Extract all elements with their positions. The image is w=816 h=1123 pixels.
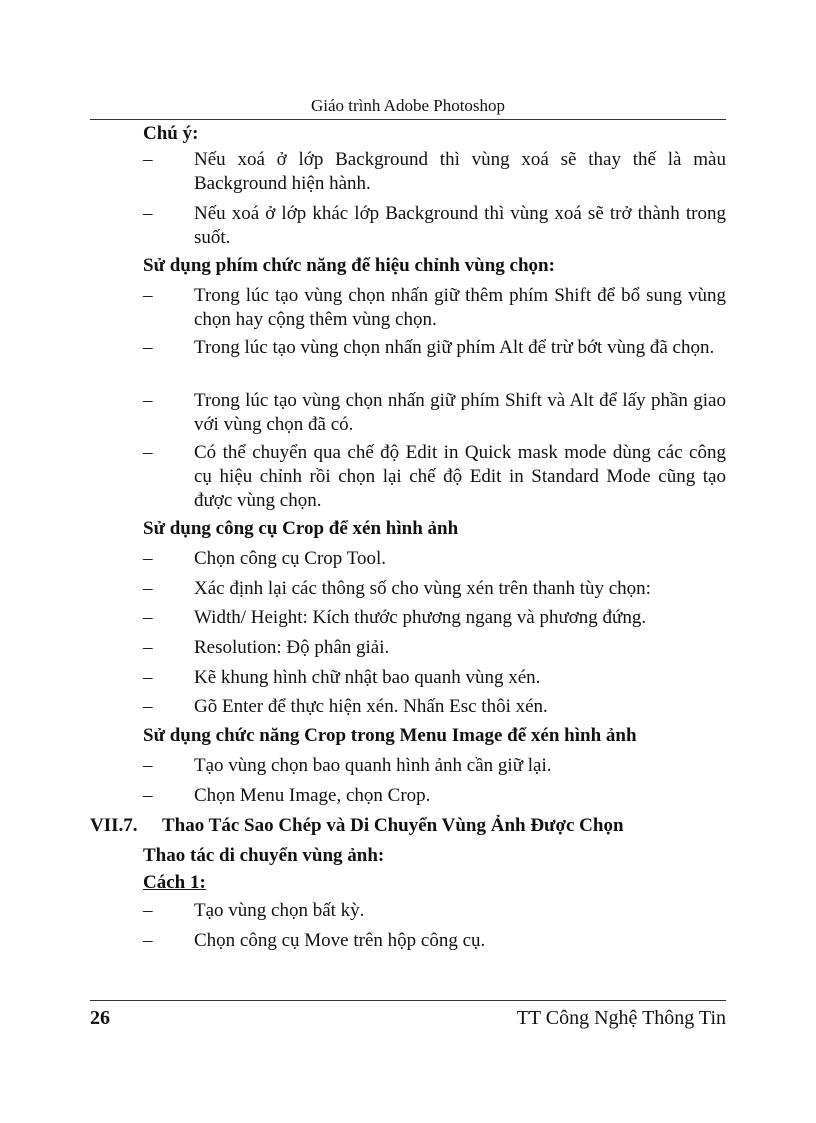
function-keys-item-1-text: Trong lúc tạo vùng chọn nhấn giữ thêm phím Shift để bổ sung vùng chọn hay cộng thêm vùng chọn.: [194, 285, 726, 330]
bullet-dash: –: [143, 285, 153, 306]
move-item-1-text: Tạo vùng chọn bất kỳ.: [194, 900, 365, 921]
note-item-1: [143, 148, 726, 196]
function-keys-item-2-text: Trong lúc tạo vùng chọn nhấn giữ phím Alt để trừ bớt vùng đã chọn.: [194, 337, 715, 358]
crop-tool-item-2-text: Xác định lại các thông số cho vùng xén trên thanh tùy chọn:: [194, 578, 651, 599]
bullet-dash: –: [143, 578, 153, 599]
move-subheading: Thao tác di chuyển vùng ảnh:: [143, 845, 385, 866]
function-keys-item-3-text: Trong lúc tạo vùng chọn nhấn giữ phím Shift và Alt để lấy phần giao với vùng chọn đã có.: [194, 390, 726, 435]
note-item-2-text: Nếu xoá ở lớp khác lớp Background thì vùng xoá sẽ trở thành trong suốt.: [194, 203, 726, 248]
crop-tool-item-4-text: Resolution: Độ phân giải.: [194, 637, 390, 658]
crop-tool-item-6: [143, 695, 726, 719]
function-keys-item-2: [143, 336, 726, 360]
section-title-text: Thao Tác Sao Chép và Di Chuyển Vùng Ảnh Được Chọn: [162, 815, 624, 836]
crop-tool-item-2: [143, 577, 726, 601]
crop-tool-item-3: [143, 606, 726, 630]
bullet-dash: –: [143, 785, 153, 806]
function-keys-item-1: [143, 284, 726, 332]
crop-menu-item-2: [143, 784, 726, 808]
crop-tool-item-5-text: Kẽ khung hình chữ nhật bao quanh vùng xén.: [194, 667, 541, 688]
crop-menu-item-1: [143, 754, 726, 778]
function-keys-heading: Sử dụng phím chức năng để hiệu chỉnh vùng chọn:: [143, 255, 555, 276]
bullet-dash: –: [143, 900, 153, 921]
move-item-2: [143, 929, 726, 953]
bullet-dash: –: [143, 390, 153, 411]
note-item-1-text: Nếu xoá ở lớp Background thì vùng xoá sẽ thay thế là màu Background hiện hành.: [194, 149, 726, 194]
crop-menu-item-1-text: Tạo vùng chọn bao quanh hình ảnh cần giữ lại.: [194, 755, 552, 776]
section-title: [90, 814, 624, 838]
bullet-dash: –: [143, 149, 153, 170]
header-rule: [90, 119, 726, 120]
bullet-dash: –: [143, 337, 153, 358]
page-number: 26: [90, 1007, 110, 1029]
crop-tool-item-1: [143, 547, 726, 571]
bullet-dash: –: [143, 667, 153, 688]
crop-menu-item-2-text: Chọn Menu Image, chọn Crop.: [194, 785, 431, 806]
move-item-2-text: Chọn công cụ Move trên hộp công cụ.: [194, 930, 486, 951]
crop-tool-item-4: [143, 636, 726, 660]
running-header-title: Giáo trình Adobe Photoshop: [310, 96, 506, 115]
bullet-dash: –: [143, 930, 153, 951]
section-number: VII.7.: [90, 815, 138, 836]
bullet-dash: –: [143, 637, 153, 658]
crop-tool-item-3-text: Width/ Height: Kích thước phương ngang và phương đứng.: [194, 607, 647, 628]
note-item-2: [143, 202, 726, 250]
bullet-dash: –: [143, 755, 153, 776]
function-keys-item-4-text: Có thể chuyển qua chế độ Edit in Quick mask mode dùng các công cụ hiệu chỉnh rồi chọn lại chế độ Edit in Standard Mode cũng tạo được vùng chọn.: [194, 442, 726, 511]
crop-tool-item-1-text: Chọn công cụ Crop Tool.: [194, 548, 387, 569]
bullet-dash: –: [143, 696, 153, 717]
crop-tool-heading: Sử dụng công cụ Crop để xén hình ảnh: [143, 518, 459, 539]
function-keys-item-3: [143, 389, 726, 437]
method-1-heading: Cách 1:: [143, 872, 206, 893]
function-keys-item-4: [143, 441, 726, 513]
footer-publisher: TT Công Nghệ Thông Tin: [516, 1007, 726, 1029]
bullet-dash: –: [143, 607, 153, 628]
move-item-1: [143, 899, 726, 923]
crop-menu-heading: Sử dụng chức năng Crop trong Menu Image để xén hình ảnh: [143, 725, 637, 746]
crop-tool-item-5: [143, 666, 726, 690]
bullet-dash: –: [143, 442, 153, 463]
footer-rule: [90, 1000, 726, 1001]
crop-tool-item-6-text: Gõ Enter để thực hiện xén. Nhấn Esc thôi xén.: [194, 696, 548, 717]
note-heading: Chú ý:: [143, 123, 199, 144]
bullet-dash: –: [143, 548, 153, 569]
bullet-dash: –: [143, 203, 153, 224]
